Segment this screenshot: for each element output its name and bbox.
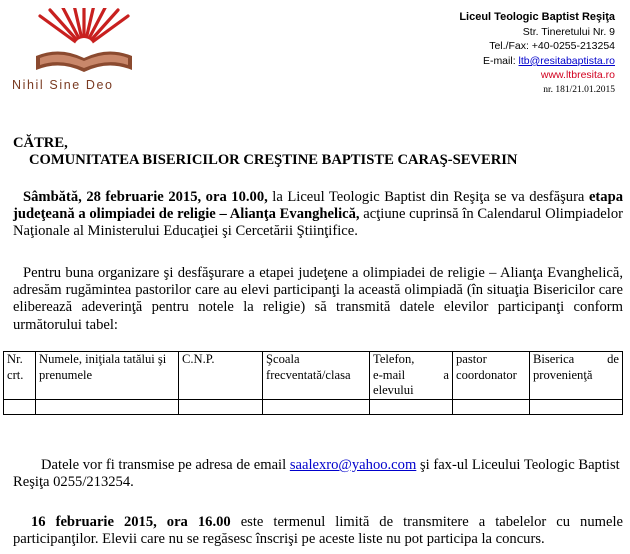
event-name: etapa judeţeană a olimpiadei de religie – Alianţa Evanghelică, [13, 189, 623, 223]
p4-text: este termenul limită de transmitere a tabelelor cu numele participanţilor. Elevii care nu se regăsesc înscrişi pe aceste liste nu pot participa la concurs. [13, 514, 623, 548]
registration-number: nr. 181/21.01.2015 [543, 84, 615, 95]
addressee-line-2: COMUNITATEA BISERICILOR CREŞTINE BAPTISTE CARAŞ-SEVERIN [29, 152, 518, 168]
header-school: Şcoala frecventată/clasa [263, 352, 370, 400]
school-email-link[interactable]: ltb@resitabaptista.ro [518, 54, 615, 67]
contact-email-link[interactable]: saalexro@yahoo.com [289, 457, 417, 473]
letterhead-contact [459, 10, 615, 98]
p1-text-a: la Liceul Teologic Baptist din Reşiţa se va desfăşura [267, 189, 589, 205]
school-name: Liceul Teologic Baptist Reşiţa [459, 11, 615, 23]
table-header-row [4, 352, 623, 400]
addressee-line-1: CĂTRE, [13, 135, 68, 151]
school-logo [0, 0, 170, 100]
header-contact: Telefon, e-mail a elevului [370, 352, 453, 400]
event-date: Sâmbătă, 28 februarie 2015, ora 10.00, [23, 189, 268, 205]
paragraph-submission [13, 457, 623, 491]
school-email-line [459, 54, 615, 69]
email-label: E-mail: [482, 54, 519, 67]
header-cnp: C.N.P. [179, 352, 263, 400]
p1-text-b: acţiune cuprinsă în Calendarul Olimpiadelor Naţionale al Ministerului Educaţiei şi Cercetării Ştiinţifice. [13, 206, 623, 240]
paragraph-announcement [13, 189, 623, 241]
school-address: Str. Tineretului Nr. 9 [522, 25, 615, 38]
school-phone: Tel./Fax: +40-0255-213254 [489, 40, 615, 53]
logo-motto: Nihil Sine Deo [12, 78, 114, 92]
p3-text-b: şi fax-ul Liceului Teologic Baptist Reşiţa 0255/213254. [13, 457, 620, 491]
header-name: Numele, iniţiala tatălui şi prenumele [36, 352, 179, 400]
participants-table [3, 351, 623, 415]
open-book-rays-icon [30, 8, 138, 78]
header-nr: Nr. crt. [4, 352, 36, 400]
header-pastor: pastor coordonator [453, 352, 530, 400]
table-row [4, 400, 623, 415]
paragraph-request: Pentru buna organizare şi desfăşurare a etapei judeţene a olimpiadei de religie – Alianţa Evanghelică, adresăm rugămintea pastorilor care au elevi participanţi la această olimpiadă (în situaţia Bisericilor care eliberează adeverinţă pentru notele la religie) să transmită datele elevilor participanţi conform următorului tabel: [13, 265, 623, 333]
paragraph-deadline [13, 514, 623, 548]
deadline-date: 16 februarie 2015, ora 16.00 [31, 514, 231, 530]
school-website[interactable]: www.ltbresita.ro [540, 69, 615, 82]
header-church: Biserica de provenienţă [530, 352, 623, 400]
addressee [13, 135, 517, 169]
p3-text-a: Datele vor fi transmise pe adresa de email [41, 457, 290, 473]
